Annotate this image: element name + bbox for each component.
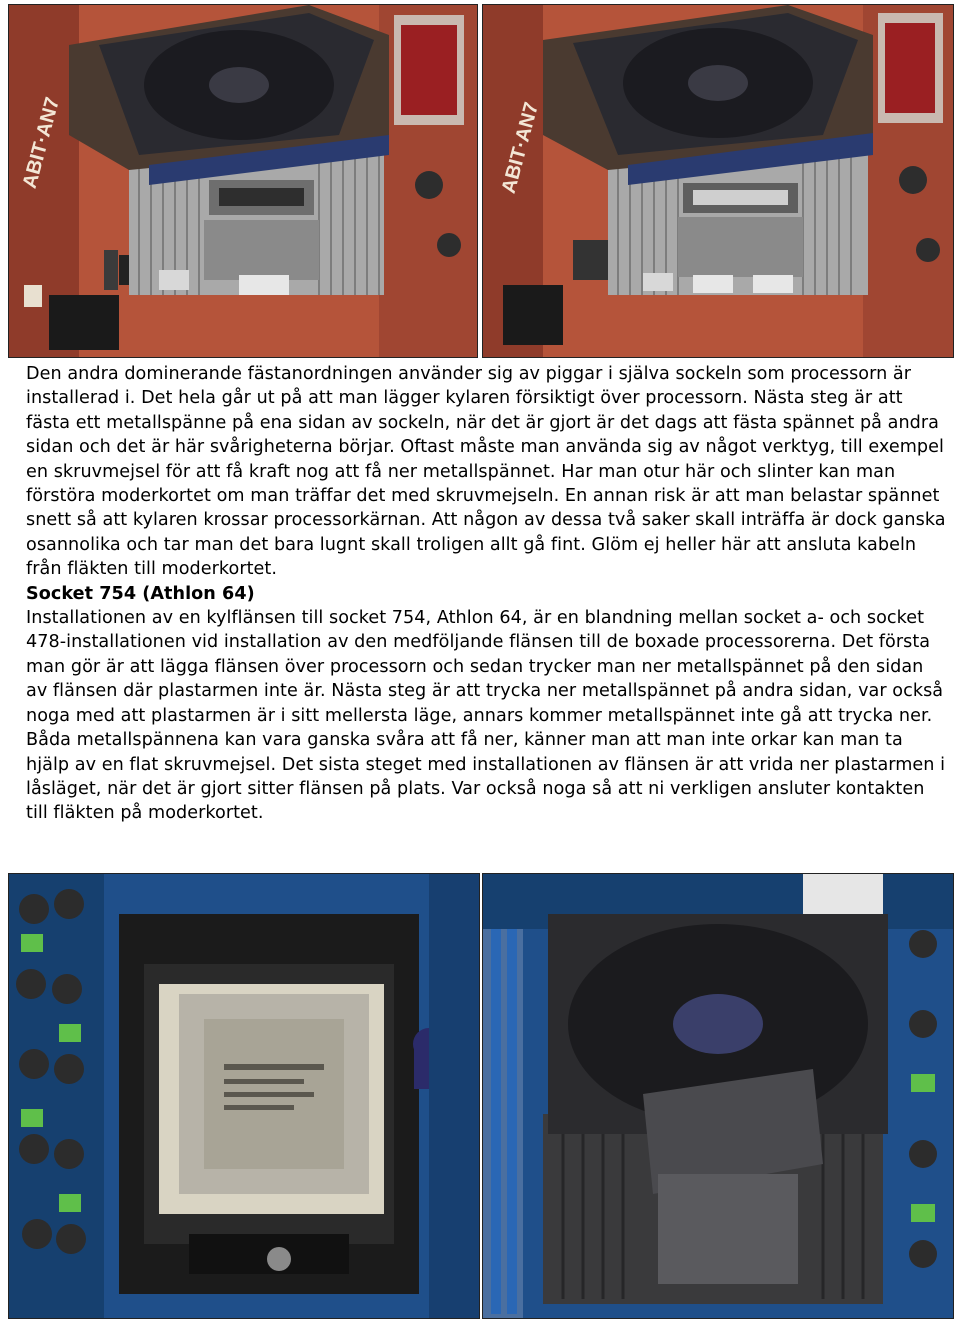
paragraph-clip-installation: Den andra dominerande fästanordningen använder sig av piggar i själva sockeln som processorn är installerad i. Det hela går ut på att man lägger kylaren försiktigt över processorn. Nästa steg är att fästa ett metallspänne på ena sidan av sockeln, när det är gjort är det dags att fästa spännet på andra sidan och det är här svårigheterna börjar. Oftast måste man använda sig av något verktyg, till exempel en skruvmejsel för att få kraft nog att få ner metallspännet. Har man otur här och slinter kan man förstöra moderkortet om man träffar det med skruvmejseln. En annan risk är att man belastar spännet snett så att kylaren krossar processorkärnan. Att någon av dessa två saker skall inträffa är dock ganska osannolika och tar man det bara lugnt skall troligen allt gå fint. Glöm ej heller här att ansluta kabeln från fläkten till moderkortet. <box>26 364 946 580</box>
paragraph-socket-754: Installationen av en kylflänsen till socket 754, Athlon 64, är en blandning mellan socket a- och socket 478-installationen vid installation av den medföljande flänsen till de boxade processorerna. Det första man gör är att lägga flänsen över processorn och sedan trycker man ner metallspännet på den sidan av flänsen där plastarmen inte är. Nästa steg är att trycka ner metallspännet på andra sidan, var också noga med att plastarmen är i sitt mellersta läge, annars kommer metallspännet inte gå att trycka ner. Båda metallspännena kan vara ganska svåra att få ner, känner man att man inte orkar kan man ta hjälp av en flat skruvmejsel. Det sista steget med installationen av flänsen är att vrida ner plastarmen i låsläget, när det är gjort sitter flänsen på plats. Var också noga så att ni verkligen ansluter kontakten till fläkten på moderkortet. <box>26 608 946 824</box>
board-brand-text: ABIT·AN7 <box>497 99 544 196</box>
photo-athlon-64-cooler <box>482 873 954 1319</box>
section-heading-socket-754: Socket 754 (Athlon 64) <box>26 583 255 604</box>
photo-socket-754-cpu <box>8 873 480 1319</box>
photo-cooler-clip-step2 <box>482 4 954 358</box>
article-text <box>26 362 946 826</box>
board-brand-text: ABIT·AN7 <box>18 94 65 191</box>
photo-cooler-clip-step1 <box>8 4 478 358</box>
